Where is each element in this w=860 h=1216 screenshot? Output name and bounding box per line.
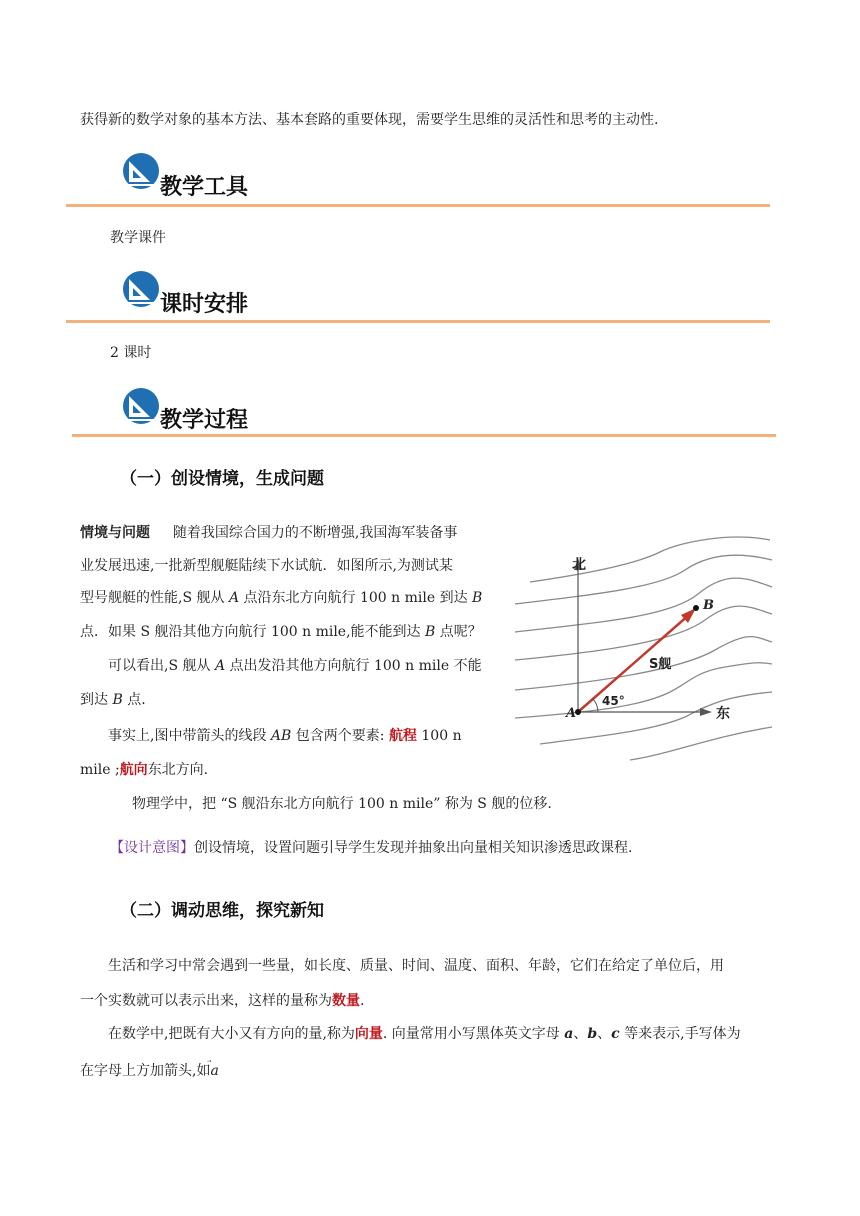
paragraph-line: 物理学中，把 “S 舰沿东北方向航行 100 n mile” 称为 S 舰的位移. (132, 796, 552, 812)
point-b-ref: B (112, 692, 123, 708)
section-divider (66, 204, 770, 207)
text-run: 等来表示,手写体为 (624, 1026, 741, 1042)
vector-letter: a (210, 1063, 219, 1079)
north-label: 北 (572, 557, 586, 573)
east-label: 东 (716, 706, 730, 722)
paragraph-line (80, 760, 208, 780)
vector-letter-c: c (611, 1026, 620, 1042)
section-divider (66, 320, 770, 323)
section-content-schedule: 2 课时 (110, 345, 152, 361)
text-run: 在字母上方加箭头,如 (80, 1063, 211, 1079)
segment-ab-ref: AB (270, 728, 292, 744)
paragraph-line (80, 690, 146, 710)
paragraph-line (108, 656, 482, 676)
text-run: 一个实数就可以表示出来，这样的量称为 (80, 993, 332, 1009)
point-a-ref: A (214, 658, 226, 674)
design-intent (110, 838, 632, 858)
ship-displacement-figure (510, 532, 780, 768)
text-run: . 向量常用小写黑体英文字母 (382, 1026, 560, 1042)
intro-line: 获得新的数学对象的基本方法、基本套路的重要体现，需要学生思维的灵活性和思考的主动性. (80, 112, 659, 128)
paragraph-line (80, 622, 482, 642)
paragraph-line (80, 991, 364, 1011)
design-intent-text: 创设情境，设置问题引导学生发现并抽象出向量相关知识渗透思政课程. (194, 840, 633, 856)
text-run: 在数学中,把既有大小又有方向的量,称为 (108, 1026, 355, 1042)
text-run: 点. (127, 692, 146, 708)
text-run: mile ; (80, 762, 120, 778)
ruler-triangle-icon (122, 152, 160, 190)
text-run: 点．如果 S 舰沿其他方向航行 100 n mile,能不能到达 (80, 624, 421, 640)
ruler-triangle-icon (122, 387, 160, 425)
term-distance: 航程 (388, 728, 417, 744)
vector-letter-b: b (587, 1026, 598, 1042)
text-run: 到达 (80, 692, 108, 708)
text-run: 型号舰艇的性能,S 舰从 (80, 590, 225, 606)
section-title-process: 教学过程 (160, 408, 249, 433)
section-title-tools: 教学工具 (160, 175, 249, 200)
text-run: 、 (597, 1026, 612, 1042)
text-run: 东北方向. (147, 762, 209, 778)
ship-label: S舰 (649, 657, 672, 672)
situation-label: 情境与问题 (80, 525, 150, 541)
text-run: 点沿东北方向航行 100 n mile 到达 (243, 590, 468, 606)
paragraph-line (80, 1061, 219, 1081)
point-a-ref: A (228, 590, 240, 606)
paragraph-line: 生活和学习中常会遇到一些量，如长度、质量、时间、温度、面积、年龄，它们在给定了单位后，用 (108, 958, 724, 974)
paragraph-line (80, 588, 482, 608)
part1-title: （一）创设情境，生成问题 (120, 469, 324, 489)
text-run: 可以看出,S 舰从 (108, 658, 211, 674)
text-run: 100 n (421, 728, 462, 744)
term-scalar: 数量 (332, 993, 360, 1009)
point-a-label: A (566, 706, 577, 721)
term-vector: 向量 (354, 1026, 383, 1042)
vector-arrow-notation (210, 1061, 218, 1081)
section-content-tools: 教学课件 (110, 230, 166, 246)
text-run: 点呢？ (439, 624, 482, 640)
paragraph-line (108, 726, 462, 746)
section-divider (72, 434, 776, 437)
ruler-triangle-icon (122, 270, 160, 308)
point-b-ref: B (472, 590, 483, 606)
design-intent-label: 【设计意图】 (110, 840, 194, 856)
text-run: 随着我国综合国力的不断增强,我国海军装备事 (172, 525, 458, 541)
paragraph-line (108, 1024, 741, 1044)
vector-letter-a: a (564, 1026, 574, 1042)
part2-title: （二）调动思维，探究新知 (120, 901, 324, 921)
text-run: 、 (573, 1026, 588, 1042)
paragraph-line (80, 523, 457, 543)
section-title-schedule: 课时安排 (160, 292, 249, 317)
text-run: 包含两个要素: (295, 728, 385, 744)
angle-label: 45° (602, 694, 625, 708)
text-run: . (360, 993, 365, 1009)
text-run: 点出发沿其他方向航行 100 n mile 不能 (229, 658, 482, 674)
paragraph-line: 业发展迅速,一批新型舰艇陆续下水试航．如图所示,为测试某 (80, 558, 453, 574)
term-heading: 航向 (119, 762, 148, 778)
point-b-ref: B (425, 624, 436, 640)
point-b-label: B (703, 598, 714, 613)
text-run: 事实上,图中带箭头的线段 (108, 728, 267, 744)
